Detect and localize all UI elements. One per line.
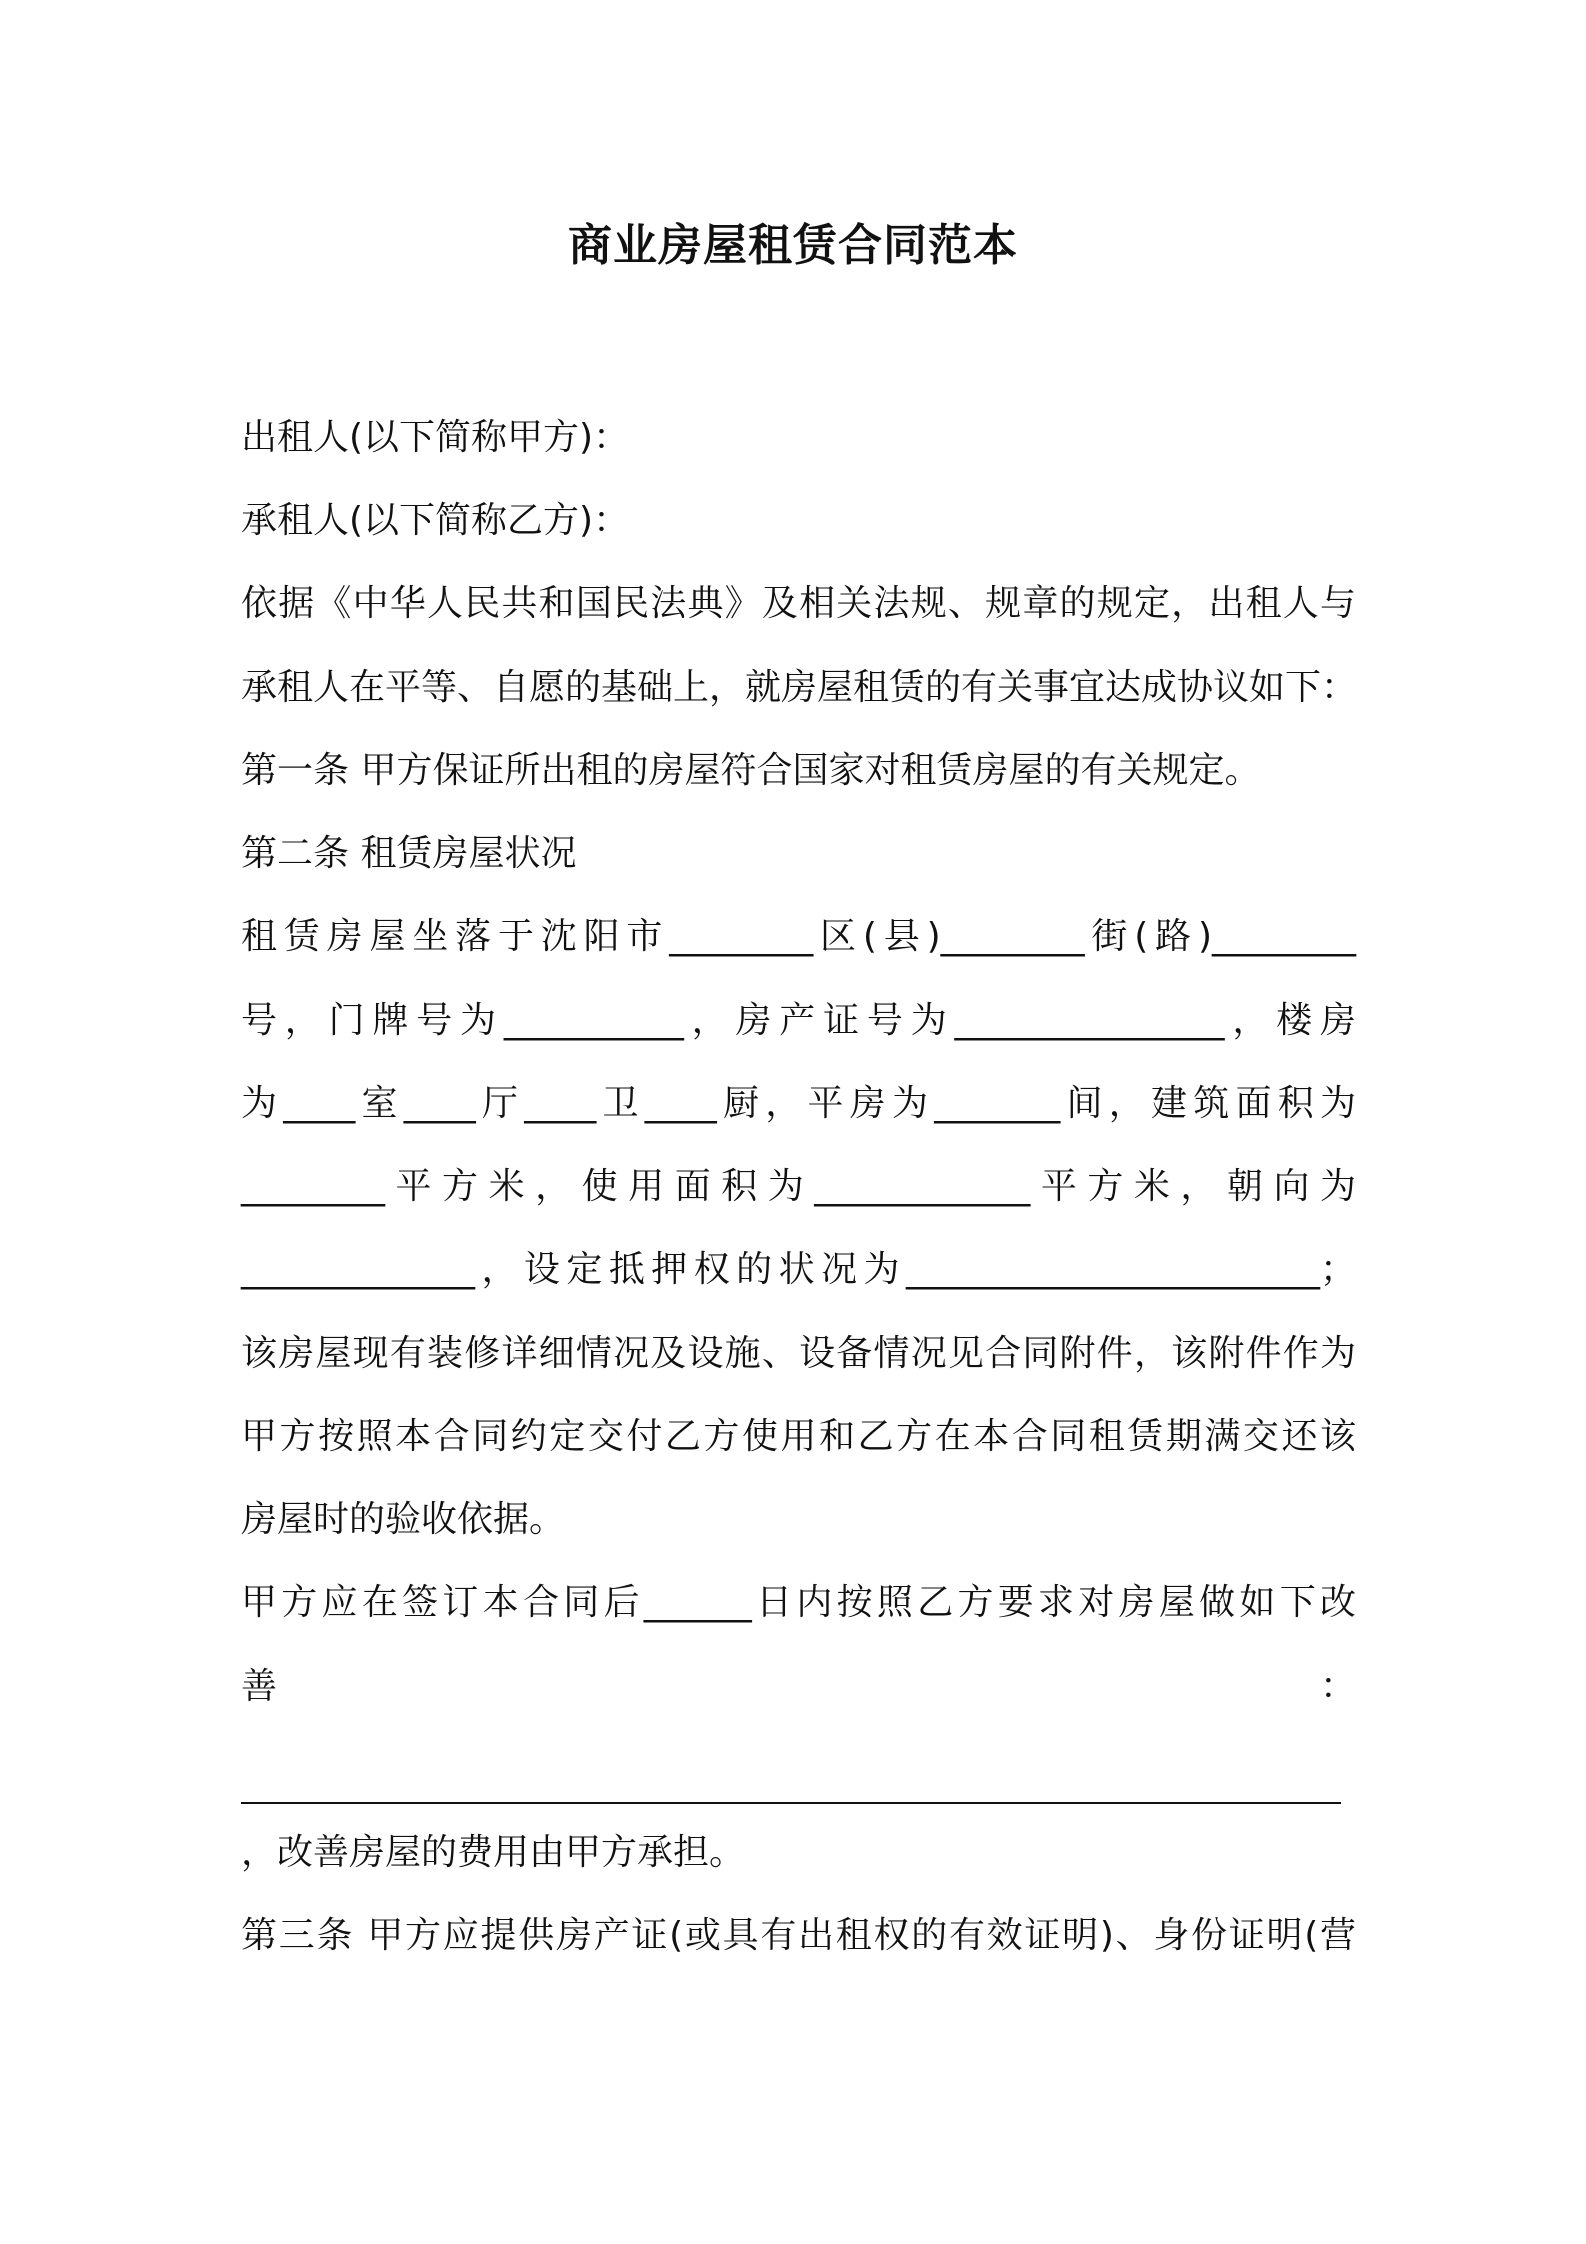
article-2-heading: 第二条 租赁房屋状况 [241,833,577,874]
document-title: 商业房屋租赁合同范本 [568,220,1018,271]
improvement-line-1: 甲方应在签订本合同后______日内按照乙方要求对房屋做如下改 [241,1582,1356,1623]
lessor-line: 出租人(以下简称甲方)： [241,417,630,458]
premises-line-2: 号，门牌号为__________，房产证号为_______________，楼房 [241,1000,1356,1041]
blank-fill-line [241,1802,1341,1804]
article-1: 第一条 甲方保证所出租的房屋符合国家对租赁房屋的有关规定。 [241,750,1261,791]
premises-line-1: 租赁房屋坐落于沈阳市________区(县)________街(路)________ [241,916,1356,957]
fixtures-line-3: 房屋时的验收依据。 [241,1499,566,1540]
premises-line-4: ________平方米，使用面积为____________平方米，朝向为 [241,1166,1356,1207]
lessee-line: 承租人(以下简称乙方)： [241,500,630,541]
preamble-line-1: 依据《中华人民共和国民法典》及相关法规、规章的规定，出租人与 [241,583,1356,624]
premises-line-3: 为____室____厅____卫____厨，平房为_______间，建筑面积为 [241,1083,1356,1124]
improvement-line-2: 善 [241,1666,278,1707]
preamble-line-2: 承租人在平等、自愿的基础上，就房屋租赁的有关事宜达成协议如下： [241,667,1358,708]
premises-line-5: _____________，设定抵押权的状况为_______________________； [241,1249,1356,1290]
article-3: 第三条 甲方应提供房产证(或具有出租权的有效证明)、身份证明(营 [241,1915,1356,1956]
improvement-cost-line: ，改善房屋的费用由甲方承担。 [241,1832,746,1873]
fixtures-line-1: 该房屋现有装修详细情况及设施、设备情况见合同附件，该附件作为 [241,1333,1356,1374]
fixtures-line-2: 甲方按照本合同约定交付乙方使用和乙方在本合同租赁期满交还该 [241,1416,1356,1457]
improvement-colon: ： [1319,1666,1356,1707]
